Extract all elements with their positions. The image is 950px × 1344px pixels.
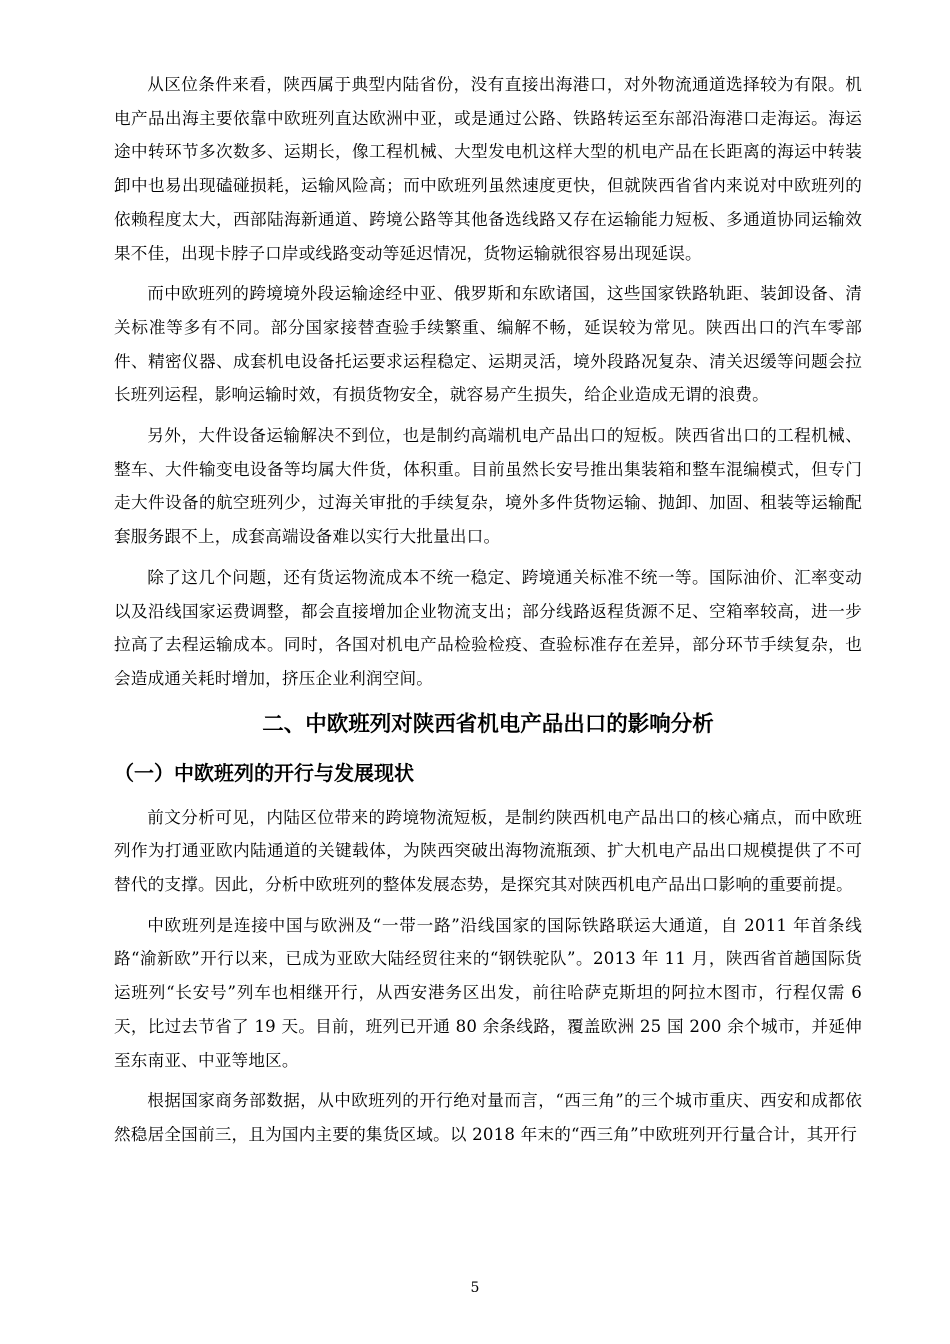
page-number: 5: [470, 1280, 480, 1296]
body-paragraph: 根据国家商务部数据，从中欧班列的开行绝对量而言，“西三角”的三个城市重庆、西安和成都依然稳居全国前三，且为国内主要的集货区域。以 2018 年末的“西三角”中欧班列开行量合计，其开行: [114, 1091, 862, 1144]
body-paragraph: 另外，大件设备运输解决不到位，也是制约高端机电产品出口的短板。陕西省出口的工程机械、整车、大件输变电设备等均属大件货，体积重。目前虽然长安号推出集装箱和整车混编模式，但专门走大件设备的航空班列少，过海关审批的手续复杂，境外多件货物运输、抛卸、加固、租装等运输配套服务跟不上，成套高端设备难以实行大批量出口。: [114, 426, 862, 547]
body-paragraph: 而中欧班列的跨境境外段运输途经中亚、俄罗斯和东欧诸国，这些国家铁路轨距、装卸设备、清关标准等多有不同。部分国家接替查验手续繁重、编解不畅，延误较为常见。陕西出口的汽车零部件、精密仪器、成套机电设备托运要求运程稳定、运期灵活，境外段路况复杂、清关迟缓等问题会拉长班列运程，影响运输时效，有损货物安全，就容易产生损失，给企业造成无谓的浪费。: [114, 284, 862, 405]
body-paragraph: 从区位条件来看，陕西属于典型内陆省份，没有直接出海港口，对外物流通道选择较为有限。机电产品出海主要依靠中欧班列直达欧洲中亚，或是通过公路、铁路转运至东部沿海港口走海运。海运途中转环节多次数多、运期长，像工程机械、大型发电机这样大型的机电产品在长距离的海运中转装卸中也易出现磕碰损耗，运输风险高；而中欧班列虽然速度更快，但就陕西省省内来说对中欧班列的依赖程度太大，西部陆海新通道、跨境公路等其他备选线路又存在运输能力短板、多通道协同运输效果不佳，出现卡脖子口岸或线路变动等延迟情况，货物运输就很容易出现延误。: [114, 75, 862, 263]
section-heading: 二、中欧班列对陕西省机电产品出口的影响分析: [262, 711, 714, 737]
body-paragraph: 除了这几个问题，还有货运物流成本不统一稳定、跨境通关标准不统一等。国际油价、汇率变动以及沿线国家运费调整，都会直接增加企业物流支出；部分线路返程货源不足、空箱率较高，进一步拉高了去程运输成本。同时，各国对机电产品检验检疫、查验标准存在差异，部分环节手续复杂，也会造成通关耗时增加，挤压企业利润空间。: [114, 567, 862, 688]
subsection-heading: （一）中欧班列的开行与发展现状: [114, 760, 414, 785]
page-body: [114, 68, 862, 1159]
body-paragraph: 中欧班列是连接中国与欧洲及“一带一路”沿线国家的国际铁路联运大通道，自 2011 年首条线路“渝新欧”开行以来，已成为亚欧大陆经贸往来的“钢铁驼队”。2013 年 11 月，陕西省首趟国际货运班列“长安号”列车也相继开行，从西安港务区出发，前往哈萨克斯坦的阿拉木图市，行程仅需 6 天，比过去节省了 19 天。目前，班列已开通 80 余条线路，覆盖欧洲 25 国 200 余个城市，并延伸至东南亚、中亚等地区。: [114, 915, 862, 1070]
body-paragraph: 前文分析可见，内陆区位带来的跨境物流短板，是制约陕西机电产品出口的核心痛点，而中欧班列作为打通亚欧内陆通道的关键载体，为陕西突破出海物流瓶颈、扩大机电产品出口规模提供了不可替代的支撑。因此，分析中欧班列的整体发展态势，是探究其对陕西机电产品出口影响的重要前提。: [114, 807, 862, 895]
